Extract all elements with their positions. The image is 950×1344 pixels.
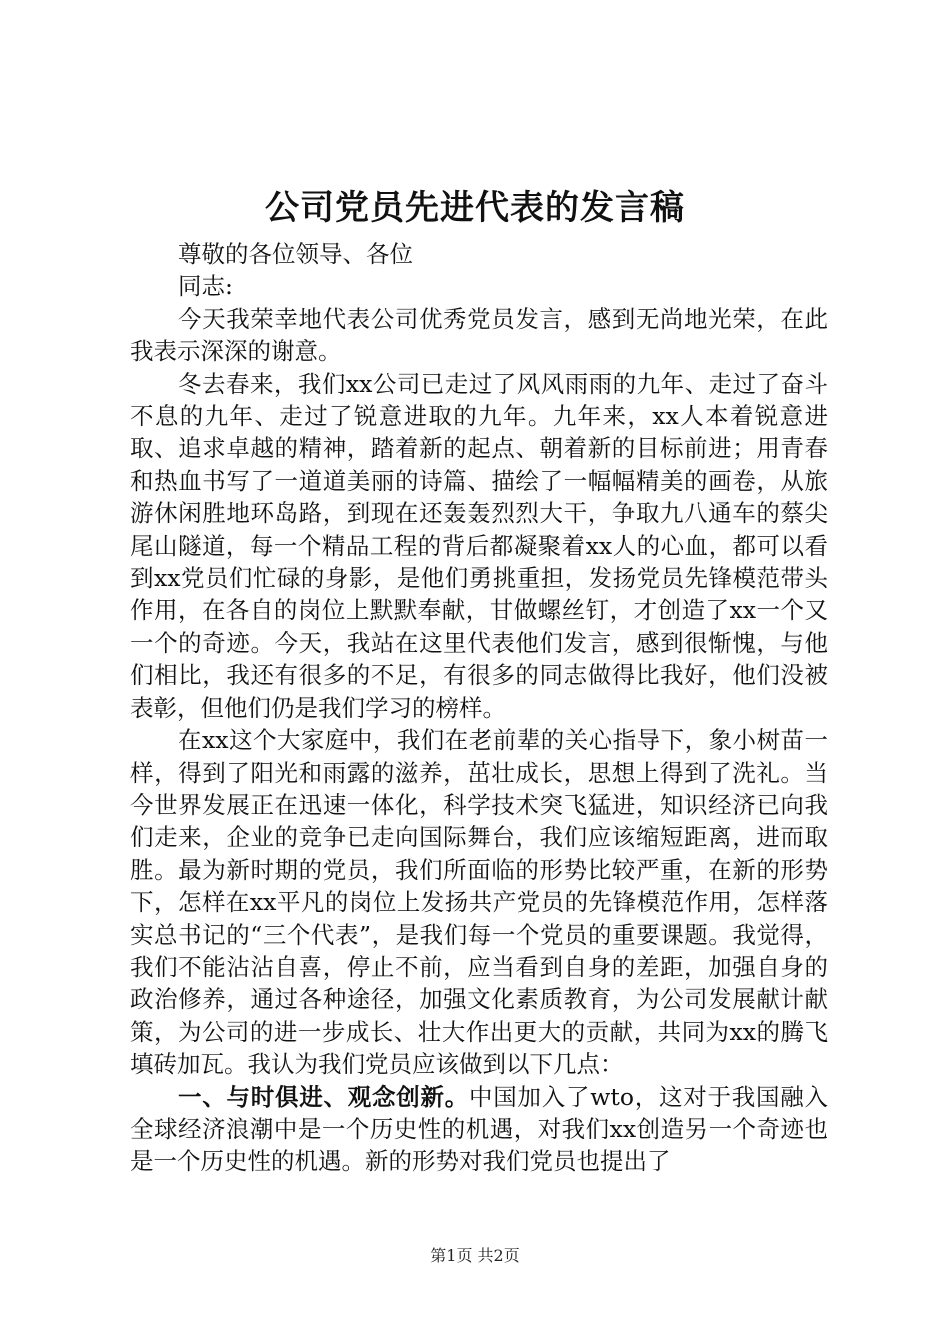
section-1-text: 中国加入了wto，这对于我国融入全球经济浪潮中是一个历史性的机遇，对我们xx创造另一个奇迹也是一个历史性的机遇。新的形势对我们党员也提出了 (130, 1082, 828, 1176)
document-body (130, 238, 828, 1178)
salutation-line-1: 尊敬的各位领导、各位 (178, 240, 413, 268)
paragraph-1: 今天我荣幸地代表公司优秀党员发言，感到无尚地光荣，在此我表示深深的谢意。 (130, 304, 828, 366)
section-1-heading: 一、与时俱进、观念创新。 (178, 1082, 470, 1111)
salutation (130, 238, 478, 303)
document-title: 公司党员先进代表的发言稿 (265, 188, 685, 228)
salutation-line-2: 同志: (178, 272, 233, 301)
paragraph-3: 在xx这个大家庭中，我们在老前辈的关心指导下，象小树苗一样，得到了阳光和雨露的滋养，茁壮成长，思想上得到了洗礼。当今世界发展正在迅速一体化，科学技术突飞猛进，知识经济已向我们走来，企业的竞争已走向国际舞台，我们应该缩短距离，进而取胜。最为新时期的党员，我们所面临的形势比较严重，在新的形势下，怎样在xx平凡的岗位上发扬共产党员的先锋模范作用，怎样落实总书记的“三个代表”，是我们每一个党员的重要课题。我觉得，我们不能沾沾自喜，停止不前，应当看到自身的差距，加强自身的政治修养，通过各种途径，加强文化素质教育，为公司发展献计献策，为公司的进一步成长、壮大作出更大的贡献，共同为xx的腾飞填砖加瓦。我认为我们党员应该做到以下几点： (130, 726, 828, 1079)
section-1-paragraph (130, 1081, 828, 1178)
paragraph-2: 冬去春来，我们xx公司已走过了风风雨雨的九年、走过了奋斗不息的九年、走过了锐意进取的九年。九年来，xx人本着锐意进取、追求卓越的精神，踏着新的起点、朝着新的目标前进；用青春和热血书写了一道道美丽的诗篇、描绘了一幅幅精美的画卷，从旅游休闲胜地环岛路，到现在还轰轰烈烈大干，争取九八通车的蔡尖尾山隧道，每一个精品工程的背后都凝聚着xx人的心血，都可以看到xx党员们忙碌的身影，是他们勇挑重担，发扬党员先锋模范带头作用，在各自的岗位上默默奉献，甘做螺丝钉，才创造了xx一个又一个的奇迹。今天，我站在这里代表他们发言，感到很惭愧，与他们相比，我还有很多的不足，有很多的同志做得比我好，他们没被表彰，但他们仍是我们学习的榜样。 (130, 369, 828, 722)
page-number-footer: 第1页 共2页 (430, 1246, 520, 1265)
